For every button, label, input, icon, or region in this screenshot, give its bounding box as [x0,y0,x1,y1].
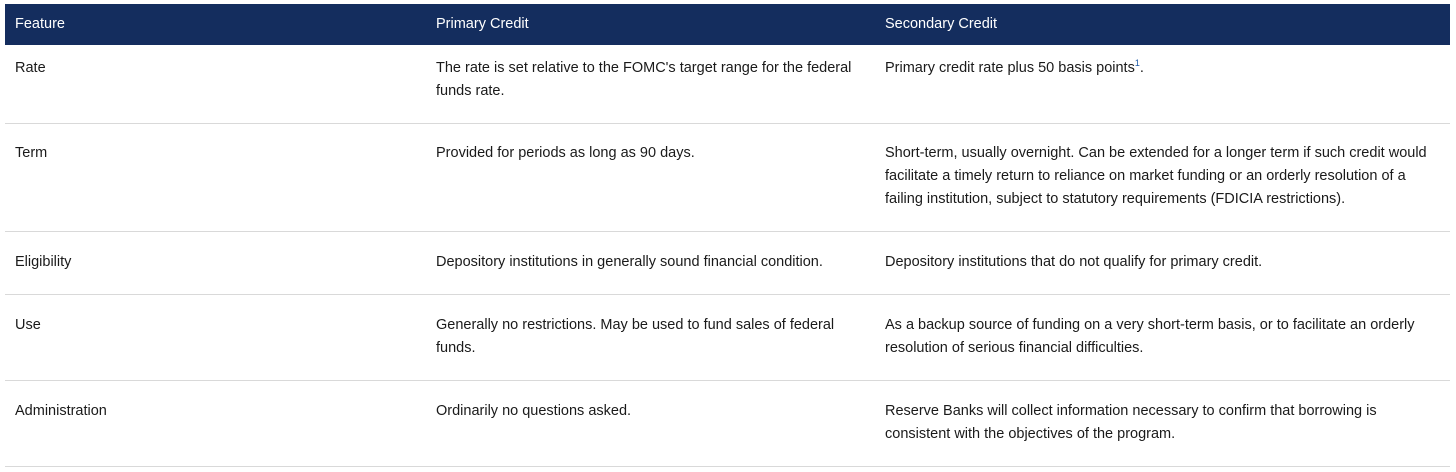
cell-secondary: Reserve Banks will collect information necessary to confirm that borrowing is consistent with the objectives of the program. [875,381,1450,467]
cell-primary: Ordinarily no questions asked. [426,381,875,467]
table-row-administration [5,381,1450,467]
cell-feature: Rate [5,45,426,124]
cell-secondary [875,45,1450,124]
table-header [5,4,1450,45]
cell-feature: Administration [5,381,426,467]
cell-feature: Term [5,124,426,232]
header-secondary-credit: Secondary Credit [885,16,998,32]
header-primary-credit: Primary Credit [436,16,529,32]
table-row-use [5,295,1450,381]
table-body [5,45,1450,467]
cell-primary: Depository institutions in generally sound financial condition. [426,232,875,295]
header-row [5,4,1450,45]
cell-feature: Eligibility [5,232,426,295]
credit-comparison-table-container [5,4,1450,467]
cell-secondary: Depository institutions that do not qualify for primary credit. [875,232,1450,295]
cell-primary: The rate is set relative to the FOMC's target range for the federal funds rate. [426,45,875,124]
cell-secondary: Short-term, usually overnight. Can be extended for a longer term if such credit would facilitate a timely return to reliance on market funding or an orderly resolution of a failing institution, subject to statutory requirements (FDICIA restrictions). [875,124,1450,232]
cell-secondary-suffix: . [1139,60,1144,76]
cell-primary: Provided for periods as long as 90 days. [426,124,875,232]
cell-secondary-text: Primary credit rate plus 50 basis points [885,60,1135,76]
table-row-term [5,124,1450,232]
header-feature: Feature [15,16,65,32]
table-row-eligibility [5,232,1450,295]
credit-comparison-table [5,4,1450,467]
cell-feature: Use [5,295,426,381]
table-row-rate [5,45,1450,124]
cell-primary: Generally no restrictions. May be used to fund sales of federal funds. [426,295,875,381]
footnote-link[interactable]: 1 [1134,58,1140,69]
cell-secondary: As a backup source of funding on a very short-term basis, or to facilitate an orderly resolution of serious financial difficulties. [875,295,1450,381]
